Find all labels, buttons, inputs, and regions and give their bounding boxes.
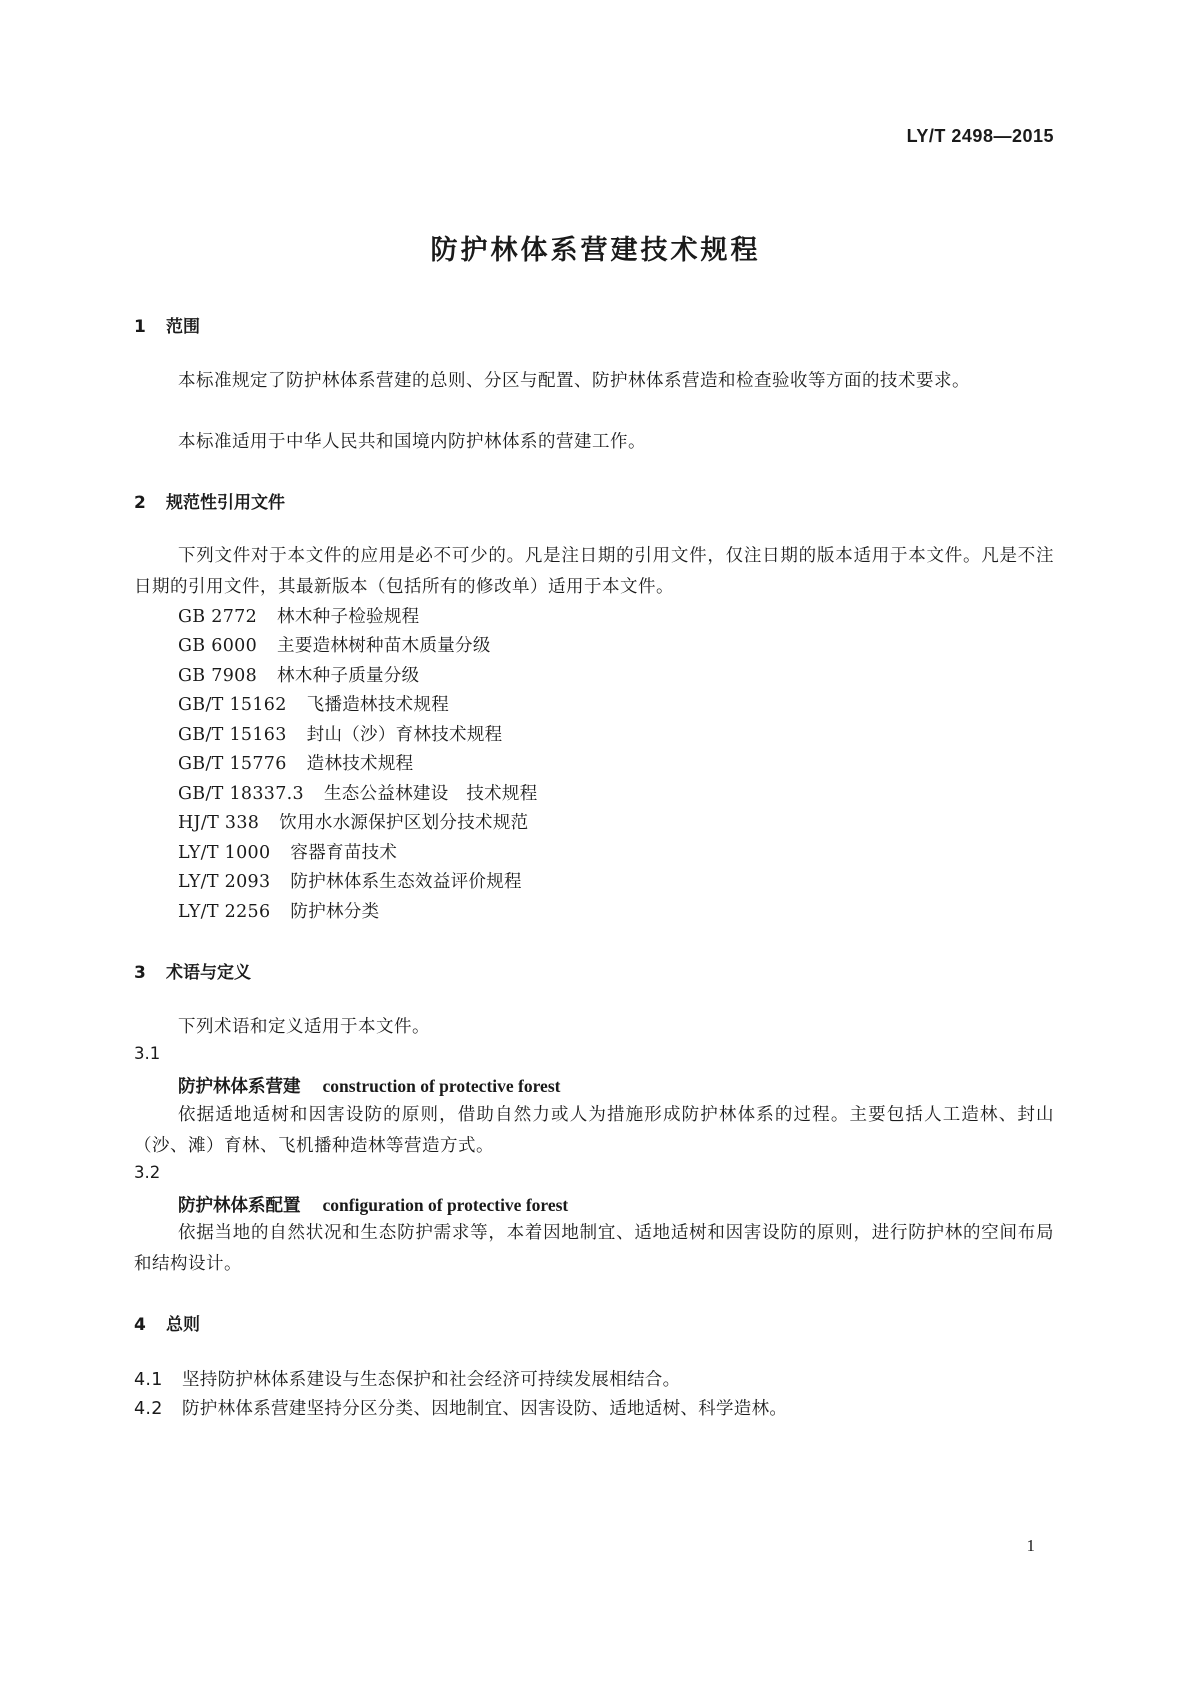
reference-item — [178, 721, 502, 746]
reference-title: 饮用水水源保护区划分技术规范 — [279, 813, 529, 833]
paragraph: 本标准规定了防护林体系营建的总则、分区与配置、防护林体系营造和检查验收等方面的技术要求。 — [178, 371, 970, 391]
reference-title: 封山（沙）育林技术规程 — [306, 725, 503, 745]
reference-code: GB/T 15776 — [178, 754, 287, 774]
standard-code: LY/T 2498—2015 — [906, 126, 1054, 146]
section-number: 1 — [134, 317, 146, 337]
term-definition: 依据适地适树和因害设防的原则，借助自然力或人为措施形成防护林体系的过程。主要包括人工造林、封山（沙、滩）育林、飞机播种造林等营造方式。 — [134, 1105, 1054, 1156]
reference-item — [178, 868, 522, 893]
reference-item — [178, 632, 491, 657]
reference-code: LY/T 1000 — [178, 843, 271, 863]
term-en: construction of protective forest — [322, 1076, 561, 1096]
reference-item — [178, 898, 379, 923]
term-number: 3.2 — [134, 1163, 161, 1182]
reference-title: 防护林体系生态效益评价规程 — [290, 872, 522, 892]
section-number: 2 — [134, 493, 146, 513]
reference-item — [178, 662, 419, 687]
reference-title: 飞播造林技术规程 — [306, 695, 450, 715]
clause-text: 坚持防护林体系建设与生态保护和社会经济可持续发展相结合。 — [182, 1370, 681, 1390]
reference-title: 林木种子检验规程 — [277, 607, 420, 627]
reference-code: GB/T 15162 — [178, 695, 287, 715]
term-en: configuration of protective forest — [322, 1195, 569, 1215]
term-heading — [178, 1073, 560, 1098]
reference-code: LY/T 2093 — [178, 872, 271, 892]
section-1-heading — [134, 312, 200, 337]
reference-code: LY/T 2256 — [178, 902, 271, 922]
section-title: 范围 — [166, 317, 200, 337]
section-title: 术语与定义 — [166, 963, 251, 983]
clause-item — [134, 1366, 680, 1391]
term-zh: 防护林体系营建 — [178, 1077, 301, 1097]
reference-title: 林木种子质量分级 — [277, 666, 420, 686]
section-number: 4 — [134, 1315, 146, 1335]
section-2-heading — [134, 488, 285, 513]
section-4-heading — [134, 1310, 200, 1335]
page-number: 1 — [1026, 1536, 1035, 1555]
reference-code: HJ/T 338 — [178, 813, 260, 833]
term-definition: 依据当地的自然状况和生态防护需求等，本着因地制宜、适地适树和因害设防的原则，进行防护林的空间布局和结构设计。 — [134, 1223, 1054, 1274]
paragraph: 本标准适用于中华人民共和国境内防护林体系的营建工作。 — [178, 432, 646, 452]
reference-title: 主要造林树种苗木质量分级 — [277, 636, 491, 656]
paragraph: 下列术语和定义适用于本文件。 — [178, 1017, 430, 1037]
document-title: 防护林体系营建技术规程 — [430, 235, 761, 266]
reference-title: 容器育苗技术 — [290, 843, 398, 863]
reference-title: 造林技术规程 — [306, 754, 414, 774]
paragraph: 下列文件对于本文件的应用是必不可少的。凡是注日期的引用文件，仅注日期的版本适用于本文件。凡是不注日期的引用文件，其最新版本（包括所有的修改单）适用于本文件。 — [134, 546, 1054, 597]
clause-number: 4.1 — [134, 1370, 163, 1390]
reference-code: GB 6000 — [178, 636, 258, 656]
reference-item — [178, 691, 449, 716]
term-zh: 防护林体系配置 — [178, 1196, 301, 1216]
reference-item — [178, 839, 397, 864]
reference-item — [178, 750, 413, 775]
term-heading — [178, 1192, 568, 1217]
reference-item — [178, 780, 538, 805]
term-number: 3.1 — [134, 1044, 161, 1063]
section-number: 3 — [134, 963, 146, 983]
section-title: 总则 — [166, 1315, 200, 1335]
reference-code: GB 2772 — [178, 607, 258, 627]
reference-item — [178, 603, 419, 628]
clause-item — [134, 1395, 787, 1420]
section-3-heading — [134, 958, 251, 983]
clause-text: 防护林体系营建坚持分区分类、因地制宜、因害设防、适地适树、科学造林。 — [182, 1399, 788, 1419]
reference-title: 防护林分类 — [290, 902, 380, 922]
clause-number: 4.2 — [134, 1399, 163, 1419]
reference-item — [178, 809, 528, 834]
reference-title: 生态公益林建设 技术规程 — [323, 784, 538, 804]
reference-code: GB/T 15163 — [178, 725, 287, 745]
section-title: 规范性引用文件 — [166, 493, 285, 513]
reference-code: GB 7908 — [178, 666, 258, 686]
reference-code: GB/T 18337.3 — [178, 784, 304, 804]
